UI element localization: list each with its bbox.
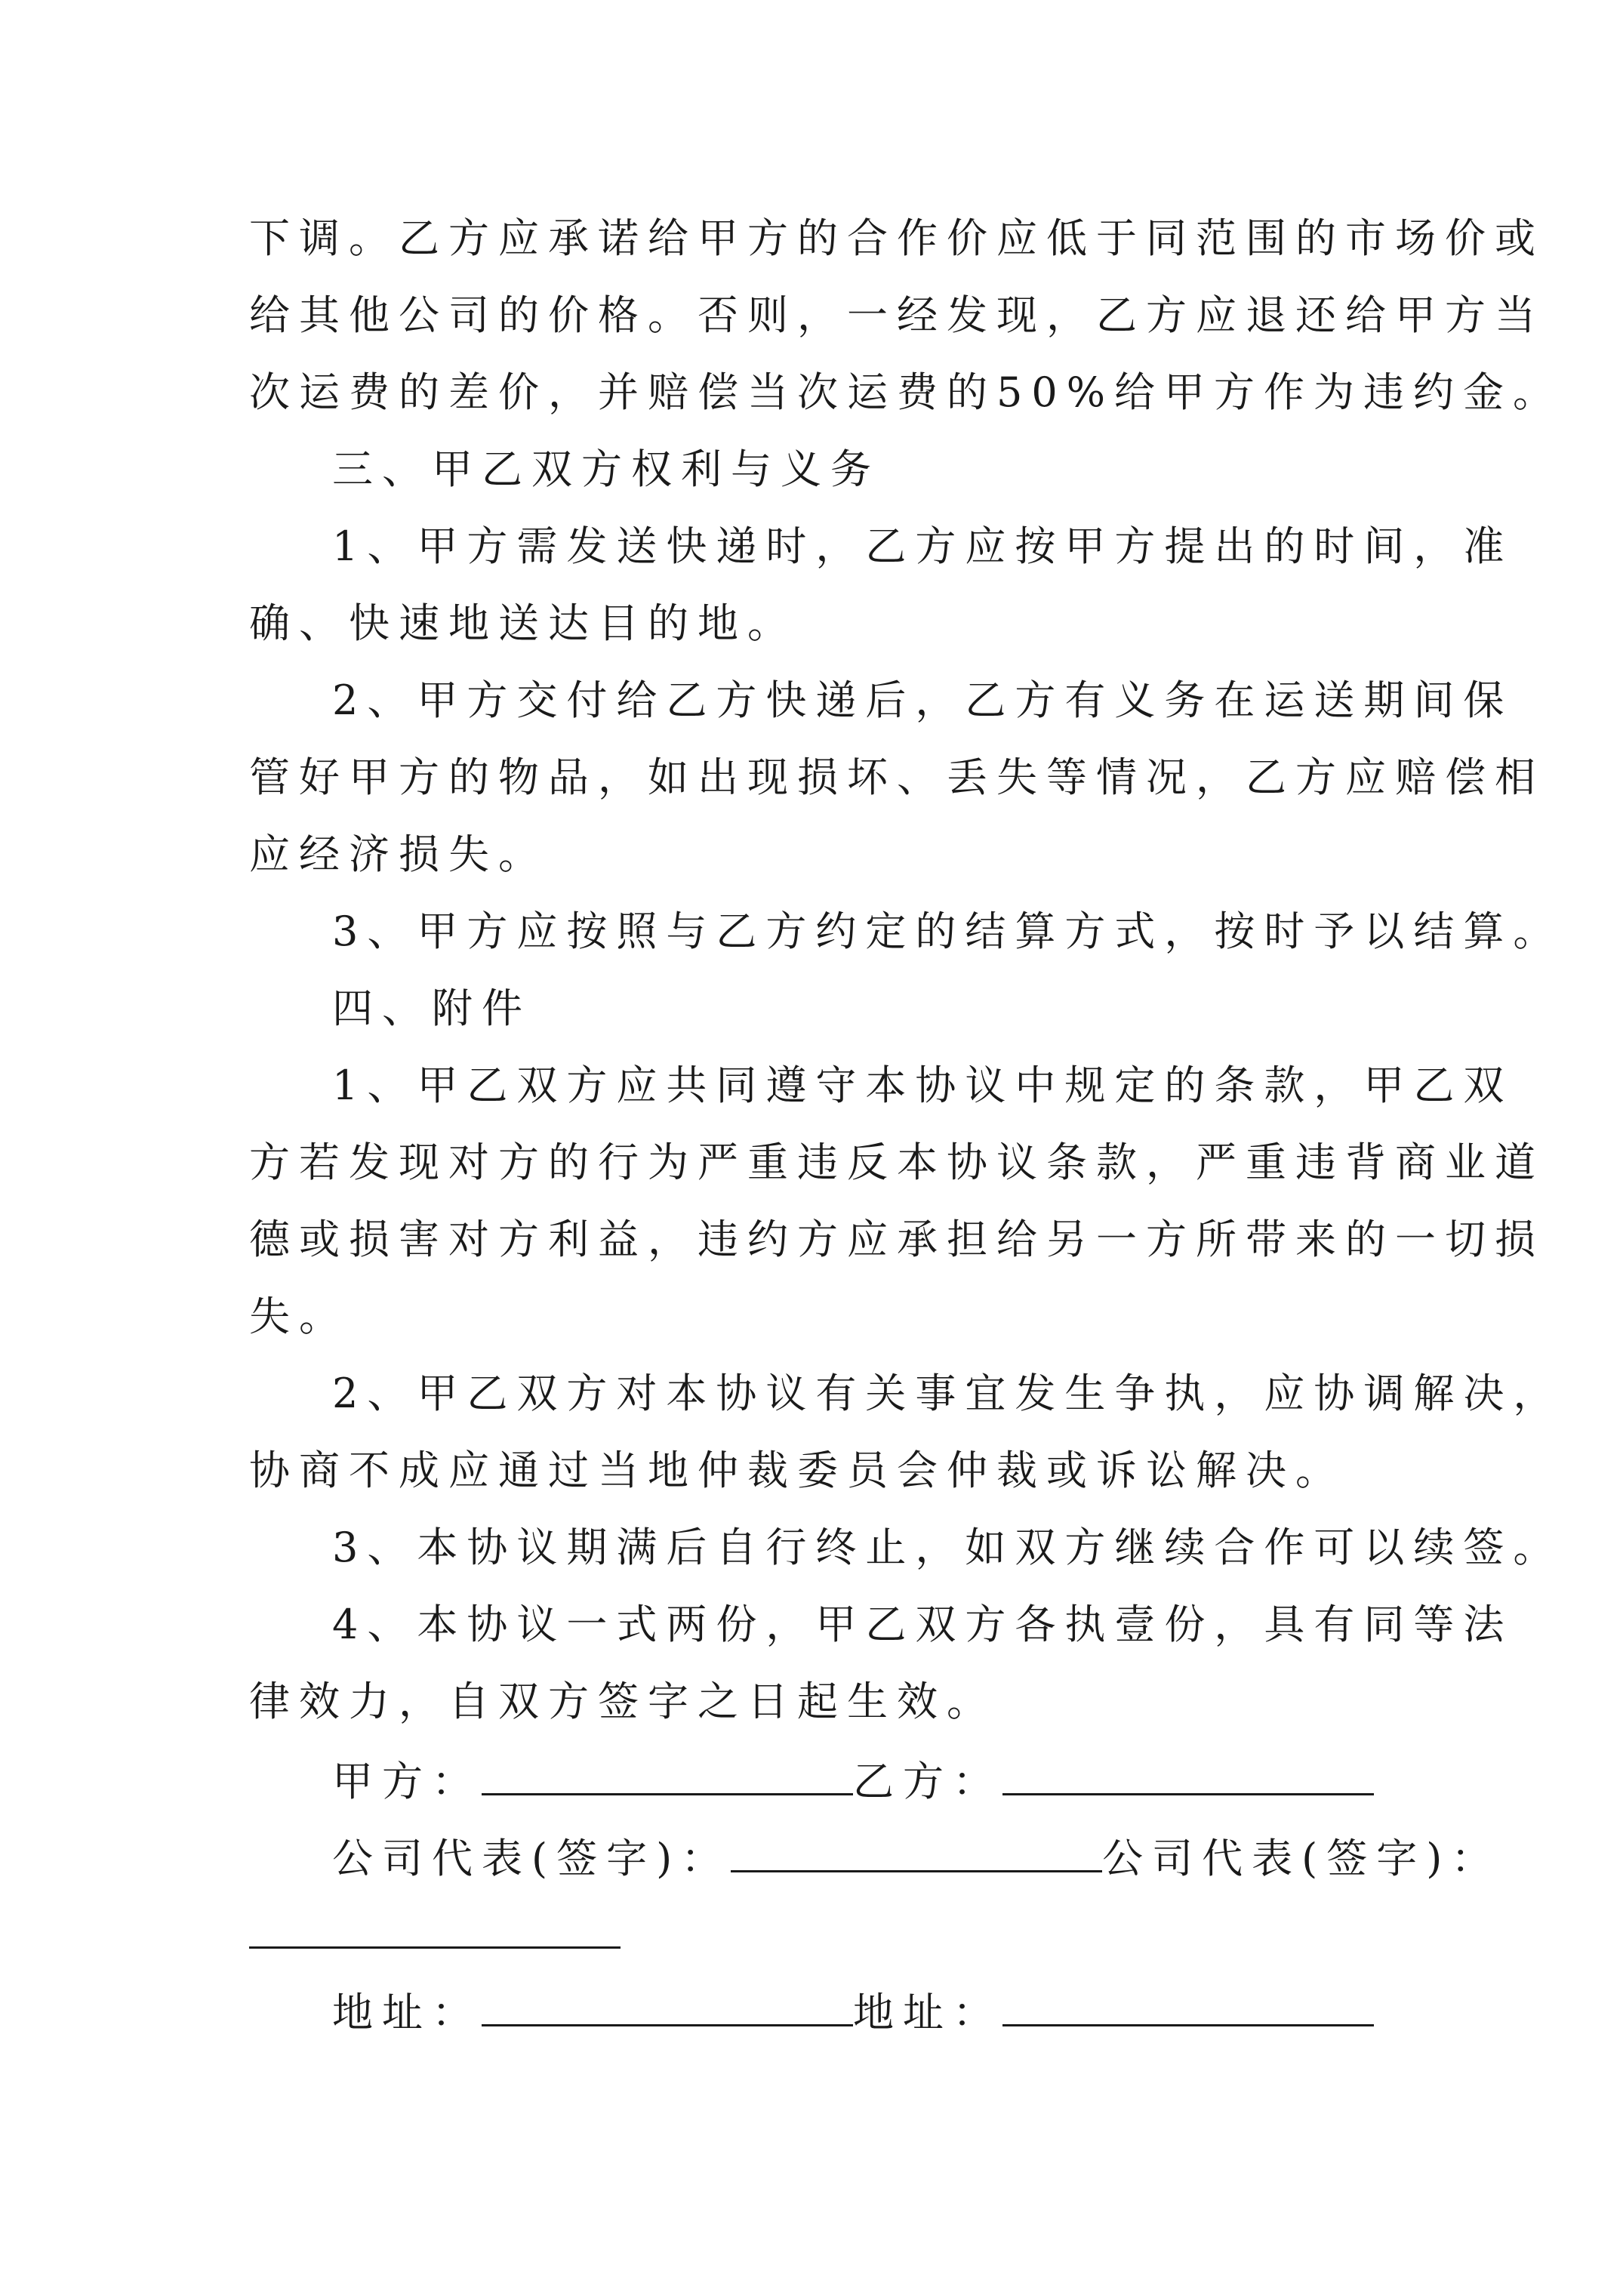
section-heading: 四、附件 [332,985,531,1032]
paragraph-line: 协商不成应通过当地仲裁委员会仲裁或诉讼解决。 [249,1447,1345,1494]
paragraph-line: 3、甲方应按照与乙方约定的结算方式，按时予以结算。 [332,908,1563,955]
paragraph-line: 律效力，自双方签字之日起生效。 [249,1678,996,1725]
signature-row-representatives [332,1836,1501,1881]
paragraph-line: 2、甲方交付给乙方快递后，乙方有义务在运送期间保 [332,676,1514,724]
address-b-label: 地址： [853,1989,1002,2036]
paragraph-line: 下调。乙方应承诺给甲方的合作价应低于同范围的市场价或 [249,214,1544,262]
paragraph-line: 应经济损失。 [249,831,548,878]
paragraph-line: 管好甲方的物品，如出现损坏、丢失等情况，乙方应赔偿相 [249,754,1544,801]
paragraph-line: 确、快速地送达目的地。 [249,599,797,647]
paragraph-line: 方若发现对方的行为严重违反本协议条款，严重违背商业道 [249,1139,1544,1186]
party-b-blank[interactable] [1002,1760,1374,1795]
party-a-label: 甲方： [332,1758,482,1805]
rep-b-label: 公司代表(签字)： [1102,1835,1501,1882]
rep-a-blank[interactable] [731,1837,1102,1872]
paragraph-line: 3、本协议期满后自行终止，如双方继续合作可以续签。 [332,1524,1563,1571]
paragraph-line: 1、甲方需发送快递时，乙方应按甲方提出的时间，准 [332,522,1514,570]
party-b-label: 乙方： [853,1758,1002,1805]
rep-a-label: 公司代表(签字)： [332,1835,731,1882]
paragraph-line: 次运费的差价，并赔偿当次运费的50%给甲方作为违约金。 [249,368,1563,416]
party-a-blank[interactable] [482,1760,853,1795]
paragraph-line: 1、甲乙双方应共同遵守本协议中规定的条款，甲乙双 [332,1062,1514,1109]
signature-row-parties [332,1759,1374,1804]
signature-row-addresses [332,1990,1374,2036]
paragraph-line: 给其他公司的价格。否则，一经发现，乙方应退还给甲方当 [249,291,1544,339]
paragraph-line: 失。 [249,1293,349,1340]
rep-b-blank[interactable] [249,1946,621,1949]
section-heading: 三、甲乙双方权利与义务 [332,445,880,493]
paragraph-line: 4、本协议一式两份，甲乙双方各执壹份，具有同等法 [332,1601,1514,1648]
address-b-blank[interactable] [1002,1991,1374,2026]
paragraph-line: 2、甲乙双方对本协议有关事宜发生争执，应协调解决， [332,1370,1563,1417]
address-a-label: 地址： [332,1989,482,2036]
paragraph-line: 德或损害对方利益，违约方应承担给另一方所带来的一切损 [249,1216,1544,1263]
address-a-blank[interactable] [482,1991,853,2026]
